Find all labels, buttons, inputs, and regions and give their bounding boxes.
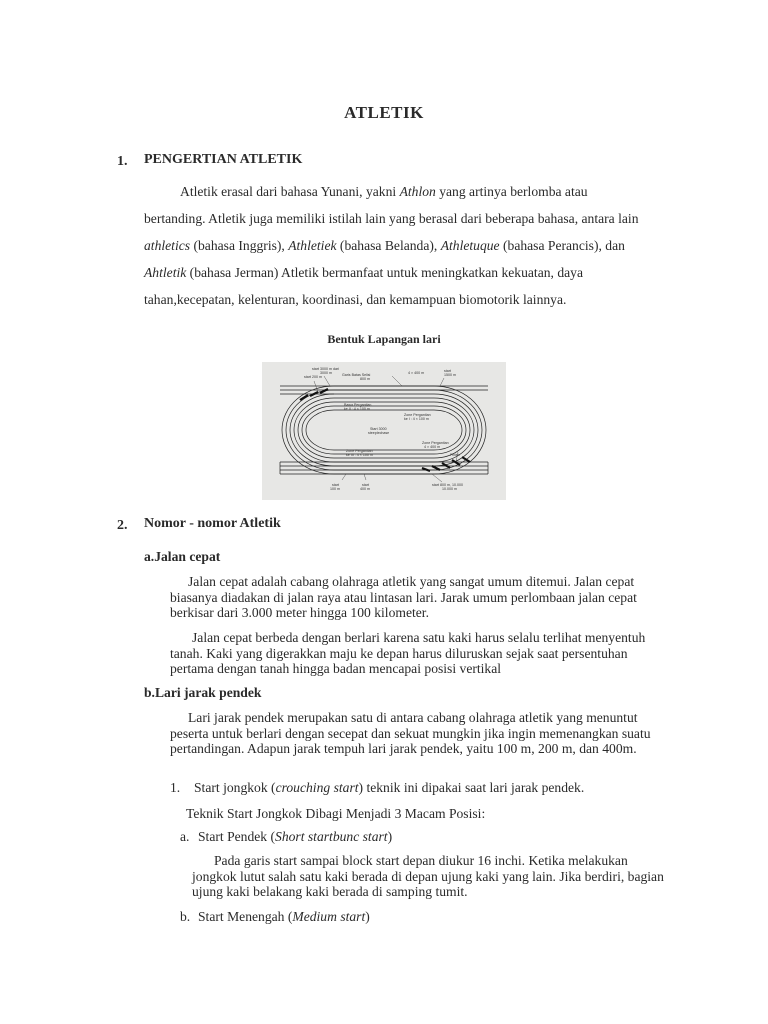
section1-number: 1. — [117, 154, 128, 169]
running-track-diagram — [262, 362, 506, 500]
section2-title: Nomor - nomor Atletik — [144, 516, 281, 531]
fig-label: Bawa Pergantian — [344, 403, 372, 407]
fig-label: start — [332, 483, 339, 487]
term-athletics: athletics — [144, 238, 191, 253]
section1-paragraph: Atletik erasal dari bahasa Yunani, yakni Athlon yang artinya berlomba atau bertanding. Atletik juga memiliki istilah lain yang berasal dari beberapa bahasa, antara lain athletics (bahasa Inggris), Athletiek (bahasa Belanda), Athletuque (bahasa Perancis), dan Ahtletik (bahasa Jerman) Atletik bermanfaat untuk meningkatkan kekuatan, daya tahan,kecepatan, kelenturan, koordinasi, dan kemampuan biomotorik lainnya. — [144, 184, 639, 307]
term-athlon: Athlon — [399, 184, 436, 199]
list-letter: b. — [180, 909, 191, 924]
fig-label: start — [444, 369, 451, 373]
fig-label: 10.000 m — [442, 487, 457, 491]
fig-label: steeplechase — [368, 431, 390, 435]
fig-label: ke I : 4 × 100 m — [404, 417, 429, 421]
fig-label: Zone Pergantian — [422, 441, 449, 445]
list-letter: a. — [180, 829, 190, 844]
fig-label: 400 m — [360, 487, 370, 491]
fig-label: Start 3000 — [370, 427, 387, 431]
list-item-start-pendek: a. Start Pendek (Short startbunc start) — [180, 829, 393, 844]
term-crouching-start: crouching start — [275, 780, 359, 795]
jalan-cepat-paragraph-2: Jalan cepat berbeda dengan berlari karena satu kaki harus selalu terlihat menyentuh tanah. Kaki yang digerakkan maju ke depan harus diluruskan sejak saat persentuhan pertama dengan tanah hingga badan mencapai posisi vertikal — [170, 630, 646, 676]
fig-label: Zone Pergantian — [346, 449, 373, 453]
term-athletuque: Athletuque — [440, 238, 500, 253]
fig-label: 3000 m — [320, 371, 332, 375]
list-number: 1. — [170, 780, 181, 795]
fig-label: Zone Pergantian — [404, 413, 431, 417]
jalan-cepat-paragraph-1: Jalan cepat adalah cabang olahraga atletik yang sangat umum ditemui. Jalan cepat biasanya diadakan di jalan raya atau lintasan lari. Jarak umum perlombaan jalan cepat berkisar dari 3.000 meter hingga 100 kilometer. — [170, 574, 637, 620]
fig-label: 4 × 400 m — [424, 445, 441, 449]
term-athletiek: Athletiek — [288, 238, 337, 253]
fig-label: 1500 m — [444, 373, 456, 377]
fig-label: start 3000 m dari — [312, 367, 339, 371]
term-ahtletik: Ahtletik — [144, 265, 187, 280]
subsection-a-heading: a.Jalan cepat — [144, 549, 221, 564]
fig-label: ke II : 4 × 100 m — [344, 407, 370, 411]
lari-jarak-pendek-paragraph: Lari jarak pendek merupakan satu di antara cabang olahraga atletik yang menuntut peserta untuk berlari dengan secepat dan sekuat mungkin jika ingin memenangkan suatu pertandingan. Adapun jarak tempuh lari jarak pendek, yaitu 100 m, 200 m, dan 400m. — [170, 710, 651, 756]
term-medium-start: Medium start — [292, 909, 366, 924]
figure-caption: Bentuk Lapangan lari — [327, 332, 441, 346]
term-short-start: Short startbunc start — [275, 829, 388, 844]
start-pendek-paragraph: Pada garis start sampai block start depan diukur 16 inchi. Ketika melakukan jongkok lutut salah satu kaki berada di depan ujung kaki yang lain. Jika berdiri, bagian ujung kaki belakang kaki berada di samping tumit. — [192, 853, 664, 899]
section2-number: 2. — [117, 518, 128, 533]
section2-heading — [117, 516, 281, 534]
document-title: ATLETIK — [344, 103, 424, 122]
fig-label: Finish — [450, 453, 460, 457]
fig-label: start 800 m, 10.000 — [432, 483, 463, 487]
section1-heading — [117, 152, 303, 170]
subsection-b-heading: b.Lari jarak pendek — [144, 685, 262, 700]
running-track-figure — [262, 362, 506, 500]
teknik-start-line: Teknik Start Jongkok Dibagi Menjadi 3 Macam Posisi: — [186, 806, 486, 821]
fig-label: start — [362, 483, 369, 487]
list-item-start-jongkok: 1. Start jongkok (crouching start) teknik ini dipakai saat lari jarak pendek. — [170, 780, 585, 795]
fig-label: start 200 m — [304, 375, 322, 379]
fig-label: 4 × 400 m — [408, 371, 425, 375]
fig-label: 800 m — [360, 377, 370, 381]
fig-label: ke III : 4 × 100 m — [346, 453, 373, 457]
section1-title: PENGERTIAN ATLETIK — [144, 152, 303, 167]
fig-label: Garis Batas Selisi — [342, 373, 371, 377]
fig-label: 100 m — [330, 487, 340, 491]
list-item-start-menengah: b. Start Menengah (Medium start) — [180, 909, 370, 924]
